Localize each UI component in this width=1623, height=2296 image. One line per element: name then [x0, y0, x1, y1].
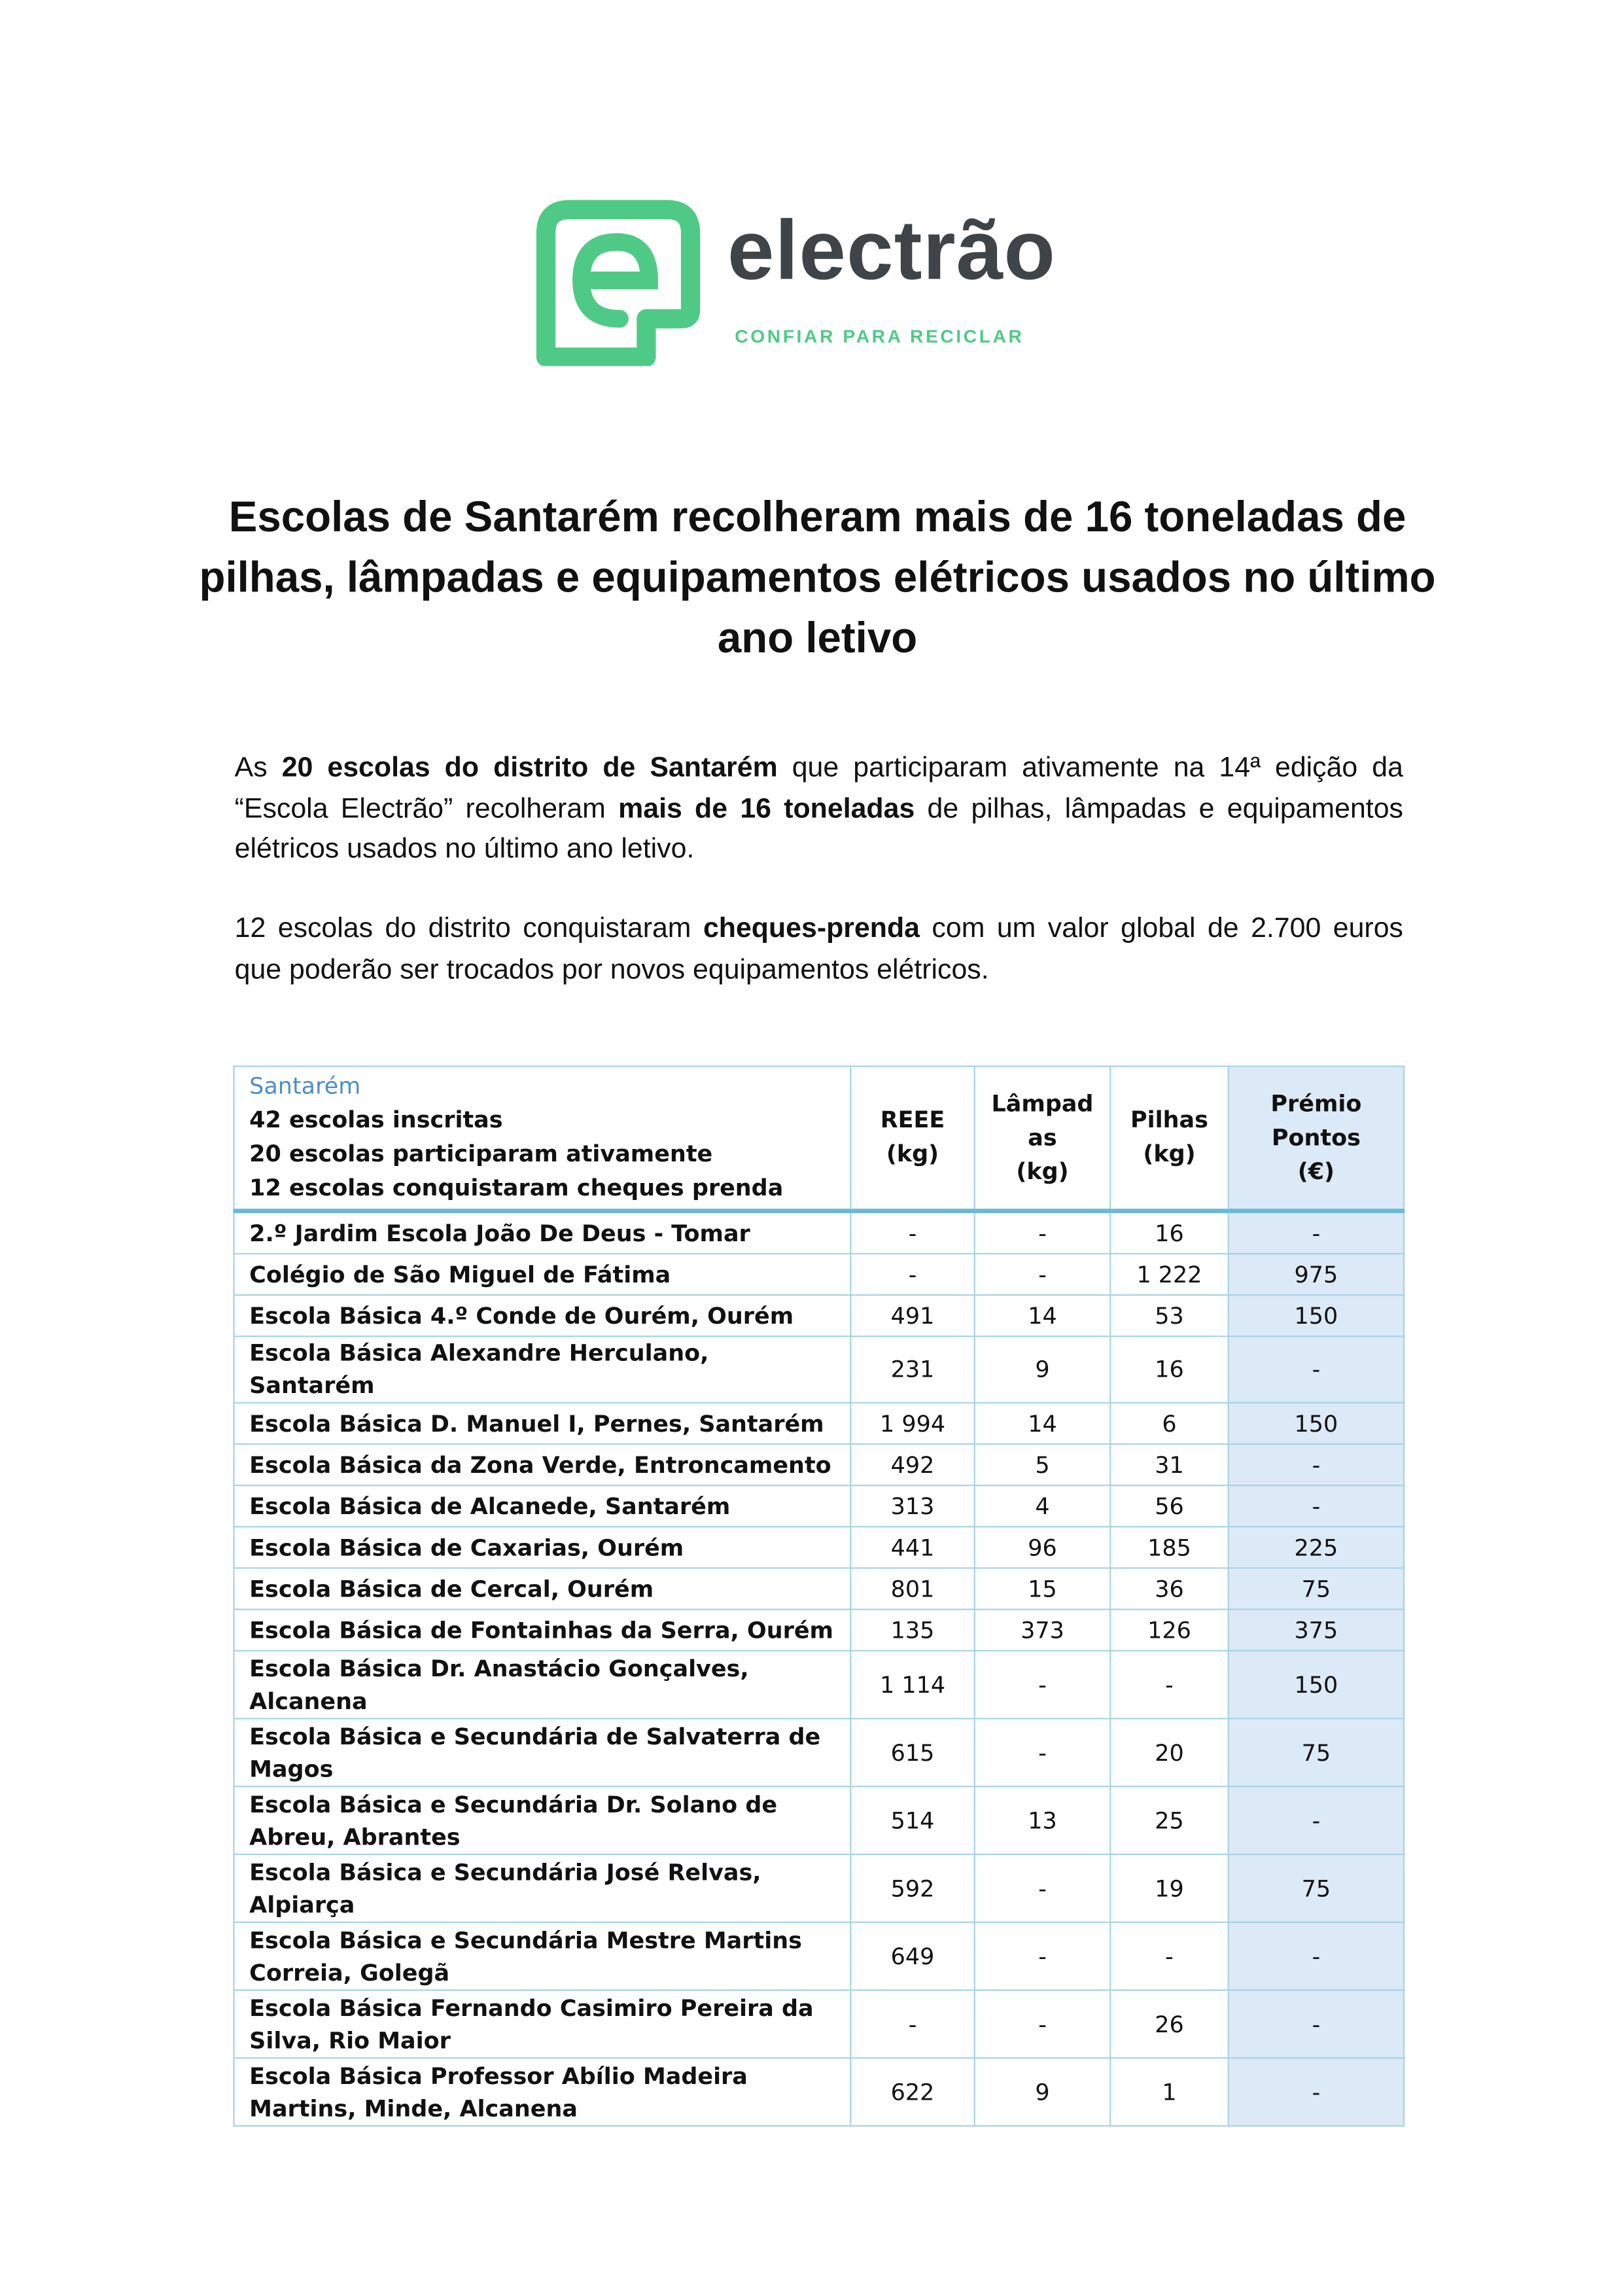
school-name-cell: Escola Básica de Caxarias, Ourém — [234, 1527, 850, 1568]
pilhas-cell: - — [1110, 1651, 1228, 1719]
table-row — [234, 1403, 1404, 1444]
school-name-cell: Colégio de São Miguel de Fátima — [234, 1254, 850, 1295]
lampadas-cell: 9 — [975, 1336, 1111, 1402]
premio-cell: 975 — [1229, 1254, 1404, 1295]
pilhas-cell: 1 — [1110, 2058, 1228, 2126]
col-header-pilhas: Pilhas (kg) — [1110, 1067, 1228, 1211]
school-name-cell: Escola Básica de Alcanede, Santarém — [234, 1485, 850, 1527]
lampadas-cell: 13 — [975, 1786, 1111, 1854]
reee-cell: 441 — [850, 1527, 974, 1568]
school-name-cell: 2.º Jardim Escola João De Deus - Tomar — [234, 1211, 850, 1254]
pilhas-cell: 185 — [1110, 1527, 1228, 1568]
pilhas-cell: 53 — [1110, 1295, 1228, 1336]
school-name-cell: Escola Básica e Secundária de Salvaterra de Magos — [234, 1719, 850, 1787]
col-header-reee: REEE (kg) — [850, 1067, 974, 1211]
school-name-cell: Escola Básica 4.º Conde de Ourém, Ourém — [234, 1295, 850, 1336]
pilhas-cell: 126 — [1110, 1610, 1228, 1651]
premio-cell: - — [1229, 2058, 1404, 2126]
logo-tagline: CONFIAR PARA RECICLAR — [735, 326, 1024, 347]
school-name-cell: Escola Básica da Zona Verde, Entroncamento — [234, 1444, 850, 1485]
reee-cell: 1 994 — [850, 1403, 974, 1444]
table-header-row — [234, 1067, 1404, 1211]
region-summary-header — [234, 1067, 850, 1211]
pilhas-cell: 6 — [1110, 1403, 1228, 1444]
pilhas-cell: 26 — [1110, 1990, 1228, 2058]
lampadas-cell: 373 — [975, 1610, 1111, 1651]
summary-winners: 12 escolas conquistaram cheques prenda — [249, 1174, 784, 1201]
school-name-cell: Escola Básica Fernando Casimiro Pereira da Silva, Rio Maior — [234, 1990, 850, 2058]
lampadas-cell: - — [975, 1854, 1111, 1922]
schools-table — [233, 1065, 1405, 2127]
reee-cell: 801 — [850, 1568, 974, 1609]
premio-cell: - — [1229, 1336, 1404, 1402]
table-row — [234, 1990, 1404, 2058]
school-name-cell: Escola Básica e Secundária Mestre Martins Correia, Golegã — [234, 1922, 850, 1990]
pilhas-cell: 19 — [1110, 1854, 1228, 1922]
lampadas-cell: 9 — [975, 2058, 1111, 2126]
reee-cell: 231 — [850, 1336, 974, 1402]
pilhas-cell: 1 222 — [1110, 1254, 1228, 1295]
reee-cell: - — [850, 1211, 974, 1254]
lampadas-cell: 15 — [975, 1568, 1111, 1609]
premio-cell: - — [1229, 1786, 1404, 1854]
reee-cell: 622 — [850, 2058, 974, 2126]
lampadas-cell: - — [975, 1990, 1111, 2058]
school-name-cell: Escola Básica Professor Abílio Madeira Martins, Minde, Alcanena — [234, 2058, 850, 2126]
pilhas-cell: 56 — [1110, 1485, 1228, 1527]
table-row — [234, 1254, 1404, 1295]
table-row — [234, 1786, 1404, 1854]
reee-cell: 592 — [850, 1854, 974, 1922]
table-row — [234, 1295, 1404, 1336]
premio-cell: 375 — [1229, 1610, 1404, 1651]
col-header-premio: Prémio Pontos (€) — [1229, 1067, 1404, 1211]
lampadas-cell: 5 — [975, 1444, 1111, 1485]
reee-cell: 492 — [850, 1444, 974, 1485]
school-name-cell: Escola Básica e Secundária José Relvas, Alpiarça — [234, 1854, 850, 1922]
reee-cell: - — [850, 1990, 974, 2058]
col-header-lampadas: Lâmpad as (kg) — [975, 1067, 1111, 1211]
table-row — [234, 1922, 1404, 1990]
pilhas-cell: 25 — [1110, 1786, 1228, 1854]
premio-cell: 150 — [1229, 1295, 1404, 1336]
lampadas-cell: 4 — [975, 1485, 1111, 1527]
lampadas-cell: - — [975, 1922, 1111, 1990]
table-row — [234, 1336, 1404, 1402]
school-name-cell: Escola Básica e Secundária Dr. Solano de Abreu, Abrantes — [234, 1786, 850, 1854]
premio-cell: 225 — [1229, 1527, 1404, 1568]
table-row — [234, 1610, 1404, 1651]
lampadas-cell: 96 — [975, 1527, 1111, 1568]
premio-cell: - — [1229, 1990, 1404, 2058]
premio-cell: 150 — [1229, 1403, 1404, 1444]
school-name-cell: Escola Básica de Cercal, Ourém — [234, 1568, 850, 1609]
pilhas-cell: 16 — [1110, 1211, 1228, 1254]
summary-active: 20 escolas participaram ativamente — [249, 1140, 713, 1168]
lampadas-cell: - — [975, 1719, 1111, 1787]
reee-cell: 491 — [850, 1295, 974, 1336]
premio-cell: 75 — [1229, 1719, 1404, 1787]
table-body — [234, 1211, 1404, 2126]
premio-cell: 75 — [1229, 1568, 1404, 1609]
premio-cell: - — [1229, 1444, 1404, 1485]
lampadas-cell: - — [975, 1211, 1111, 1254]
premio-cell: 150 — [1229, 1651, 1404, 1719]
pilhas-cell: 20 — [1110, 1719, 1228, 1787]
table-row — [234, 1854, 1404, 1922]
pilhas-cell: 31 — [1110, 1444, 1228, 1485]
reee-cell: 135 — [850, 1610, 974, 1651]
premio-cell: 75 — [1229, 1854, 1404, 1922]
electrao-e-logo-icon — [528, 192, 702, 366]
reee-cell: 615 — [850, 1719, 974, 1787]
intro-paragraph: As 20 escolas do distrito de Santarém que participaram ativamente na 14ª edição da “Escola Electrão” recolheram mais de 16 toneladas de pilhas, lâmpadas e equipamentos elétricos usados no último ano letivo. — [234, 752, 1403, 865]
table-row — [234, 1651, 1404, 1719]
premio-cell: - — [1229, 1485, 1404, 1527]
reee-cell: 1 114 — [850, 1651, 974, 1719]
reee-cell: 514 — [850, 1786, 974, 1854]
school-name-cell: Escola Básica Dr. Anastácio Gonçalves, Alcanena — [234, 1651, 850, 1719]
premio-cell: - — [1229, 1211, 1404, 1254]
pilhas-cell: - — [1110, 1922, 1228, 1990]
logo-wordmark: electrão — [727, 203, 1056, 298]
school-name-cell: Escola Básica Alexandre Herculano, Santarém — [234, 1336, 850, 1402]
page-title: Escolas de Santarém recolheram mais de 16 toneladas de pilhas, lâmpadas e equipamentos elétricos usados no último ano letivo — [199, 494, 1436, 663]
lampadas-cell: 14 — [975, 1403, 1111, 1444]
lampadas-cell: 14 — [975, 1295, 1111, 1336]
table-row — [234, 1444, 1404, 1485]
electrao-logo — [528, 192, 1111, 366]
prize-paragraph: 12 escolas do distrito conquistaram cheques-prenda com um valor global de 2.700 euros que poderão ser trocados por novos equipamentos elétricos. — [234, 913, 1403, 985]
table-row — [234, 1485, 1404, 1527]
table-row — [234, 2058, 1404, 2126]
table-row — [234, 1719, 1404, 1787]
region-name: Santarém — [249, 1072, 361, 1100]
lampadas-cell: - — [975, 1254, 1111, 1295]
pilhas-cell: 16 — [1110, 1336, 1228, 1402]
school-name-cell: Escola Básica de Fontainhas da Serra, Ourém — [234, 1610, 850, 1651]
table-row — [234, 1568, 1404, 1609]
summary-registered: 42 escolas inscritas — [249, 1106, 503, 1134]
pilhas-cell: 36 — [1110, 1568, 1228, 1609]
reee-cell: - — [850, 1254, 974, 1295]
reee-cell: 649 — [850, 1922, 974, 1990]
school-name-cell: Escola Básica D. Manuel I, Pernes, Santarém — [234, 1403, 850, 1444]
reee-cell: 313 — [850, 1485, 974, 1527]
premio-cell: - — [1229, 1922, 1404, 1990]
lampadas-cell: - — [975, 1651, 1111, 1719]
table-row — [234, 1211, 1404, 1254]
table-row — [234, 1527, 1404, 1568]
